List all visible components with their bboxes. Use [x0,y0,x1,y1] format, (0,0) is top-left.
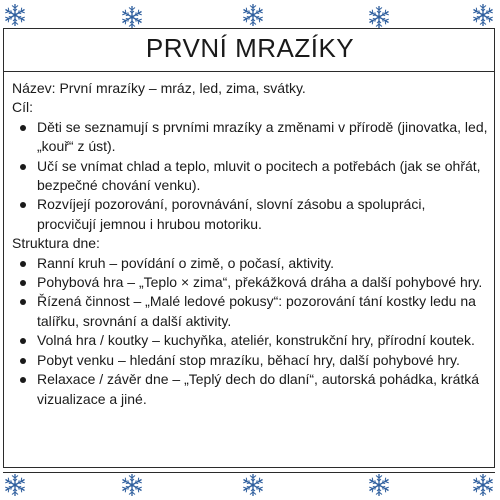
lesson-content [12,79,488,409]
title-divider [3,71,495,72]
list-item: Relaxace / závěr dne – „Teplý dech do dlaní“, autorská pohádka, krátká vizualizace a jiné. [12,370,488,409]
snowflake-icon [240,2,266,28]
snowflake-icon [119,4,145,30]
snowflake-icon [366,472,392,498]
snowflake-icon [2,2,28,28]
list-item: Řízená činnost – „Malé ledové pokusy“: pozorování tání kostky ledu na talířku, srovnání a další aktivity. [12,292,488,331]
list-item: Rozvíjejí pozorování, porovnávání, slovní zásobu a spolupráci, procvičují jemnou i hrubou motoriku. [12,195,488,234]
page-title: PRVNÍ MRAZÍKY [145,33,355,63]
goal-list [12,118,488,234]
snowflake-icon [470,2,496,28]
goal-heading: Cíl: [12,99,33,116]
list-item: Děti se seznamují s prvními mrazíky a změnami v přírodě (jinovatka, led, „kouř“ z úst). [12,118,488,157]
snowflake-icon [470,472,496,498]
structure-heading: Struktura dne: [12,235,100,252]
list-item: Volná hra / koutky – kuchyňka, ateliér, konstrukční hry, přírodní koutek. [12,331,488,350]
list-item: Pobyt venku – hledání stop mrazíku, běhací hry, další pohybové hry. [12,351,488,370]
list-item: Pohybová hra – „Teplo × zima“, překážková dráha a další pohybové hry. [12,273,488,292]
structure-list [12,254,488,409]
snowflake-icon [2,472,28,498]
snowflake-icon [240,472,266,498]
list-item: Ranní kruh – povídání o zimě, o počasí, aktivity. [12,254,488,273]
snowflake-icon [366,4,392,30]
name-line: Název: První mrazíky – mráz, led, zima, svátky. [12,80,306,96]
list-item: Učí se vnímat chlad a teplo, mluvit o pocitech a potřebách (jak se ohřát, bezpečné chování venku). [12,157,488,196]
snowflake-icon [119,472,145,498]
